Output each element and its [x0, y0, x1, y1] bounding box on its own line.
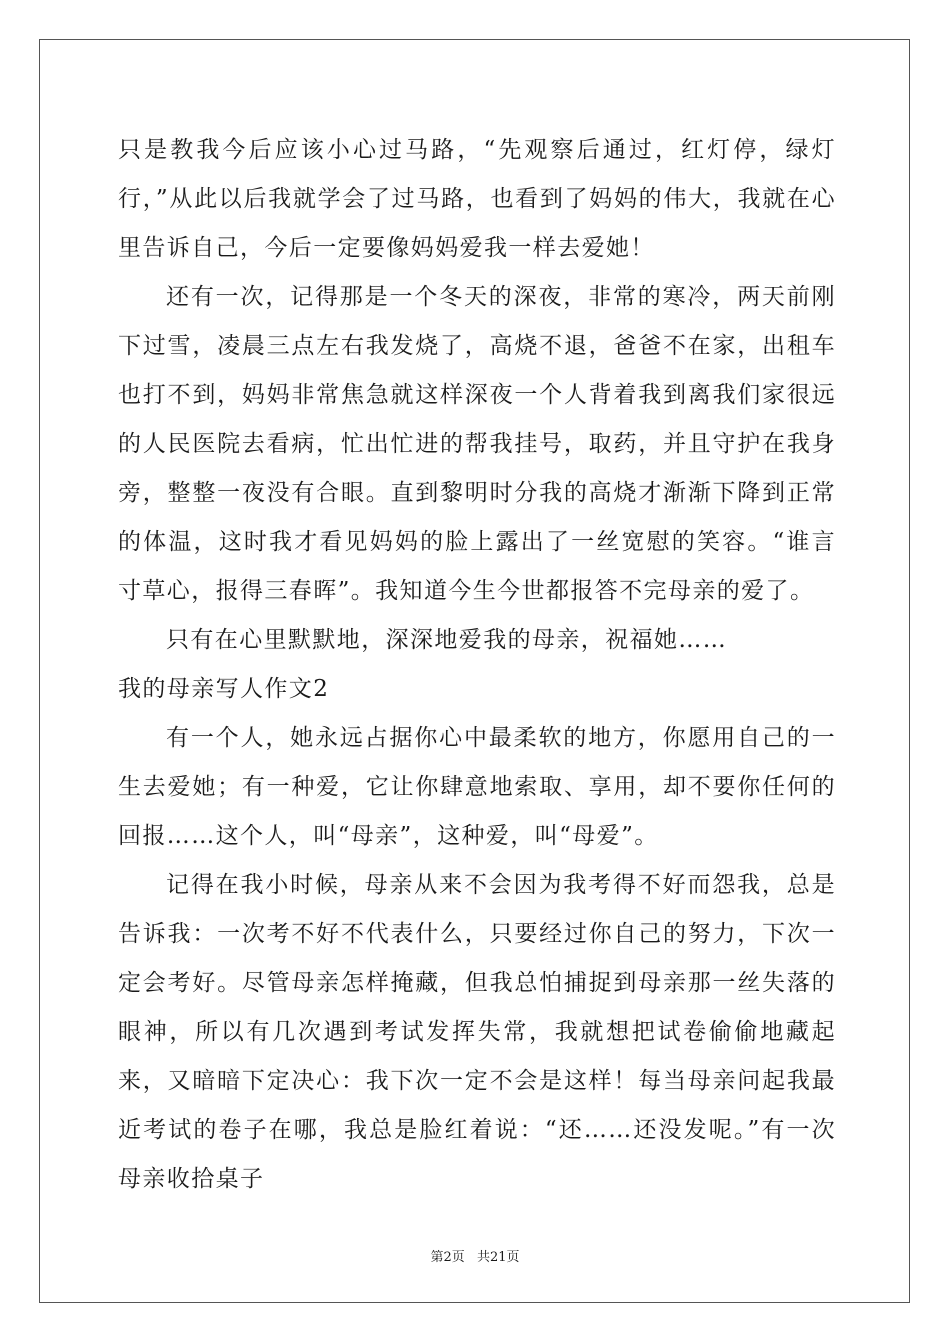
page-total: 共21页: [476, 1250, 520, 1265]
paragraph-4: 有一个人，她永远占据你心中最柔软的地方，你愿用自己的一生去爱她；有一种爱，它让你肆意地索取、享用，却不要你任何的回报……这个人，叫“母亲”，这种爱，叫“母爱”。: [118, 725, 836, 849]
page-footer: [0, 1246, 950, 1265]
page-number: 第2页: [430, 1250, 465, 1265]
paragraph-3: 只有在心里默默地，深深地爱我的母亲，祝福她……: [166, 627, 728, 653]
section-title: 我的母亲写人作文2: [118, 676, 330, 702]
paragraph-5: 记得在我小时候，母亲从来不会因为我考得不好而怨我，总是告诉我：一次考不好不代表什么，只要经过你自己的努力，下次一定会考好。尽管母亲怎样掩藏，但我总怕捕捉到母亲那一丝失落的眼神，所以有几次遇到考试发挥失常，我就想把试卷偷偷地藏起来，又暗暗下定决心：我下次一定不会是这样！每当母亲问起我最近考试的卷子在哪，我总是脸红着说：“还……还没发呢。”有一次母亲收拾桌子: [118, 872, 836, 1192]
paragraph-2: 还有一次，记得那是一个冬天的深夜，非常的寒冷，两天前刚下过雪，凌晨三点左右我发烧了，高烧不退，爸爸不在家，出租车也打不到，妈妈非常焦急就这样深夜一个人背着我到离我们家很远的人民医院去看病，忙出忙进的帮我挂号，取药，并且守护在我身旁，整整一夜没有合眼。直到黎明时分我的高烧才渐渐下降到正常的体温，这时我才看见妈妈的脸上露出了一丝宽慰的笑容。“谁言寸草心，报得三春晖”。我知道今生今世都报答不完母亲的爱了。: [118, 284, 836, 604]
document-body: [118, 126, 836, 1204]
paragraph-1: 只是教我今后应该小心过马路，“先观察后通过，红灯停，绿灯行，”从此以后我就学会了过马路，也看到了妈妈的伟大，我就在心里告诉自己，今后一定要像妈妈爱我一样去爱她！: [118, 137, 836, 261]
